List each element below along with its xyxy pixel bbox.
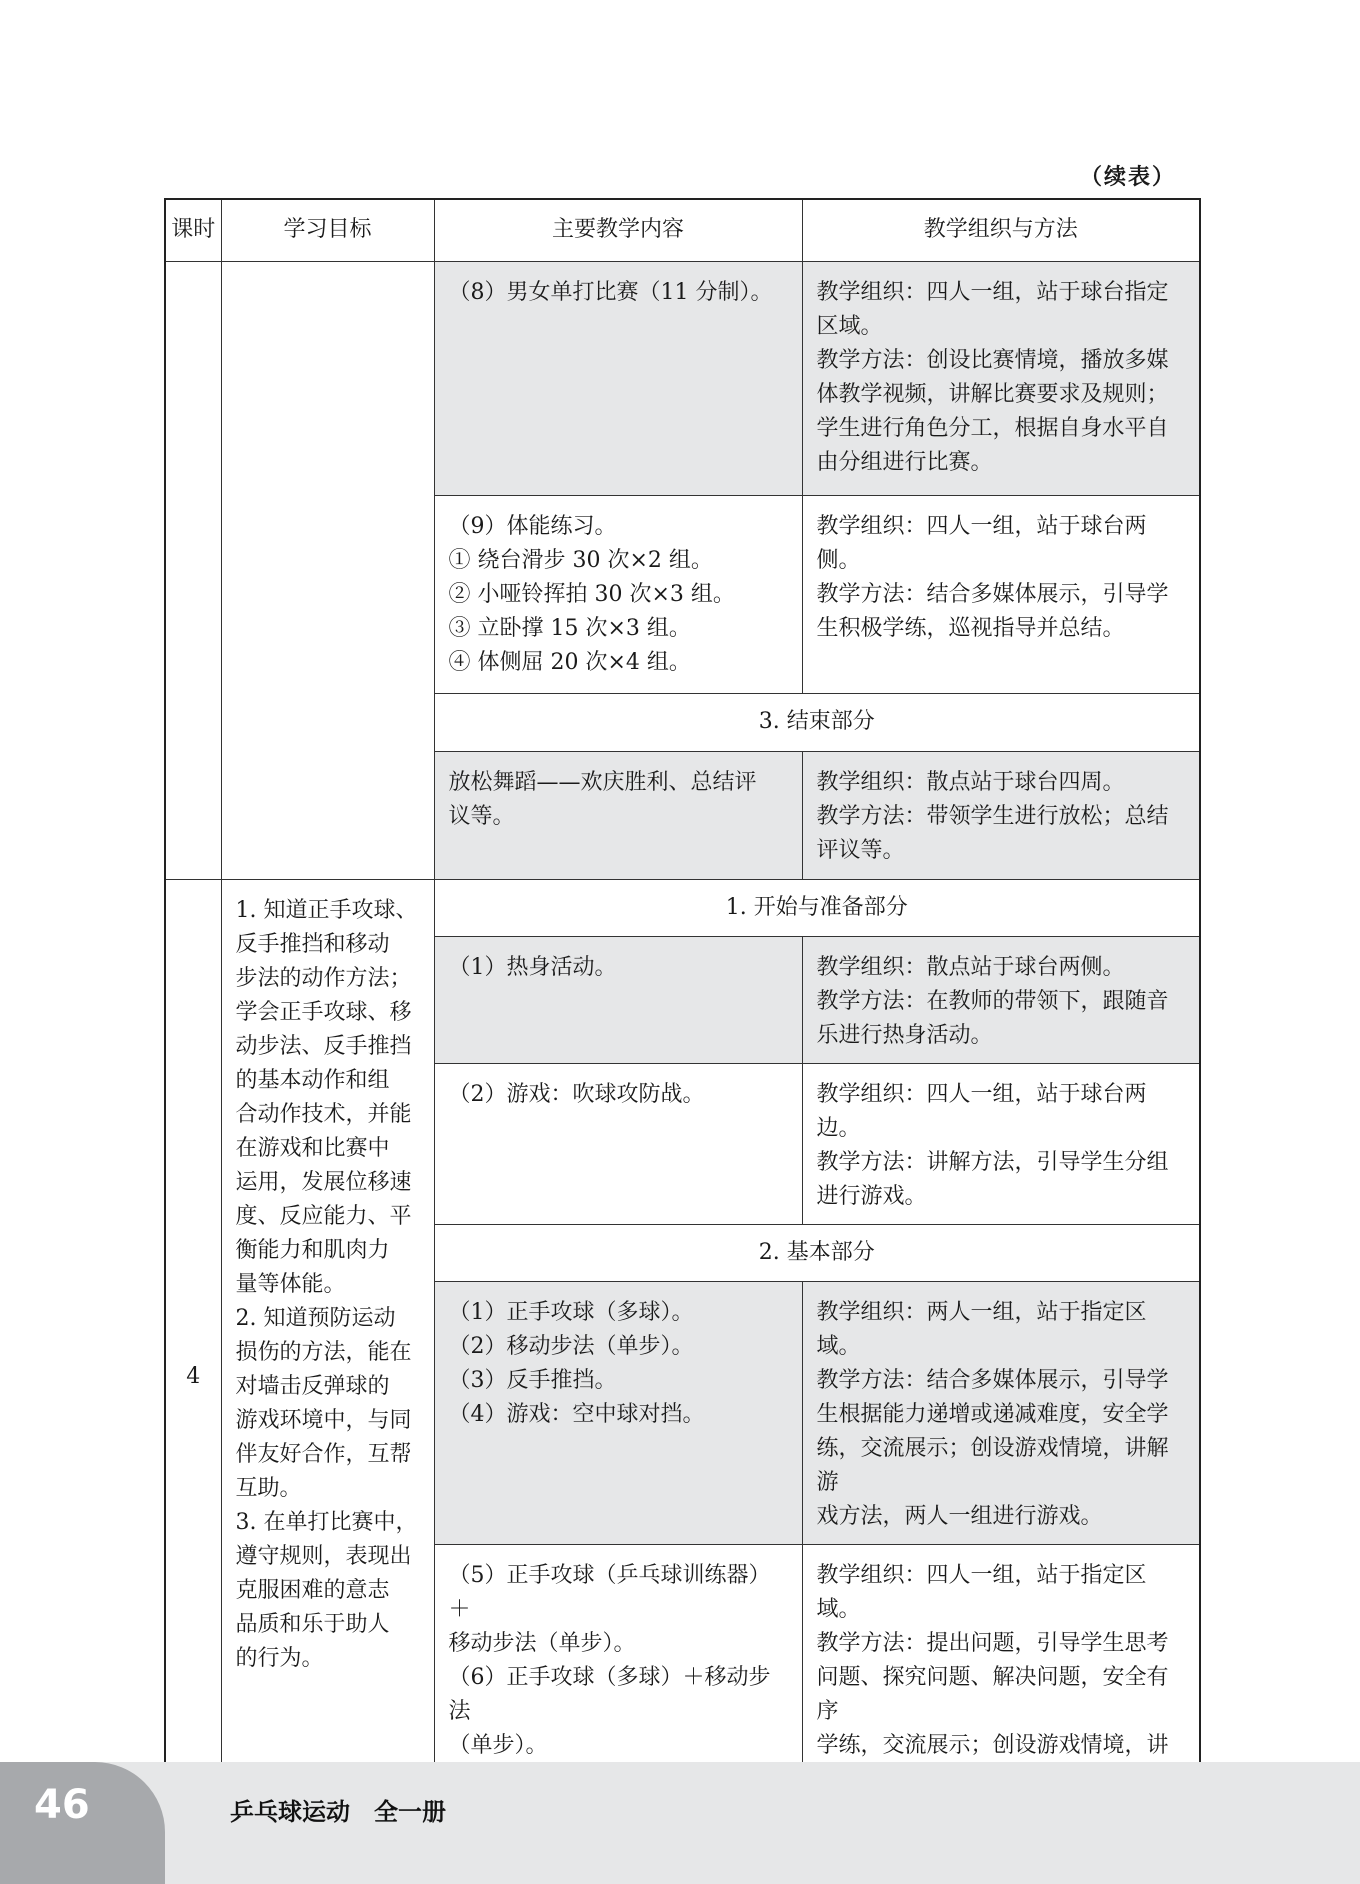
text-line: （8）男女单打比赛（11 分制）。	[448, 279, 773, 305]
text-line: 戏方法，两人一组进行游戏。	[816, 1503, 1103, 1529]
content-cell	[434, 751, 802, 879]
text-line: 教学方法：提出问题，引导学生思考	[816, 1630, 1169, 1656]
lesson-plan-table	[164, 198, 1201, 1877]
content-cell	[434, 261, 802, 495]
text-line: 教学组织：四人一组，站于球台两侧。	[816, 513, 1147, 573]
text-line: 生积极学练，巡视指导并总结。	[816, 615, 1125, 641]
text-line: 伴友好合作，互帮	[235, 1441, 412, 1467]
text-line: 体教学视频，讲解比赛要求及规则；	[816, 381, 1169, 407]
text-line: 度、反应能力、平	[235, 1203, 412, 1229]
text-line: 运用，发展位移速	[235, 1169, 412, 1195]
lesson-number: 4	[165, 879, 221, 1876]
text-line: 练，交流展示；创设游戏情境，讲解游	[816, 1435, 1169, 1495]
footer-band	[0, 1762, 1360, 1884]
text-line: ① 绕台滑步 30 次×2 组。	[448, 547, 713, 573]
text-line: 遵守规则，表现出	[235, 1543, 412, 1569]
section-heading: 2. 基本部分	[434, 1224, 1200, 1281]
text-line: 学生进行角色分工，根据自身水平自	[816, 415, 1169, 441]
method-cell	[802, 1063, 1200, 1224]
text-line: 教学方法：结合多媒体展示，引导学	[816, 1367, 1169, 1393]
header-methods: 教学组织与方法	[802, 199, 1200, 261]
text-line: ② 小哑铃挥拍 30 次×3 组。	[448, 581, 735, 607]
text-line: 学练，交流展示；创设游戏情境，讲	[816, 1732, 1169, 1758]
text-line: 生根据能力递增或递减难度，安全学	[816, 1401, 1169, 1427]
text-line: 教学方法：在教师的带领下，跟随音	[816, 988, 1169, 1014]
objectives-cell	[221, 879, 434, 1876]
text-line: （单步）。	[448, 1732, 548, 1758]
text-line: 对墙击反弹球的	[235, 1373, 390, 1399]
text-line: 的基本动作和组	[235, 1067, 390, 1093]
text-line: 教学组织：四人一组，站于球台两边。	[816, 1081, 1147, 1141]
method-cell	[802, 936, 1200, 1063]
text-line: 进行游戏。	[816, 1183, 927, 1209]
method-cell	[802, 261, 1200, 495]
text-line: 放松舞蹈——欢庆胜利、总结评	[448, 769, 757, 795]
section-heading: 1. 开始与准备部分	[434, 879, 1200, 936]
text-line: 克服困难的意志	[235, 1577, 390, 1603]
objectives-cell-empty	[221, 261, 434, 879]
text-line: 移动步法（单步）。	[448, 1630, 636, 1656]
text-line: （1）正手攻球（多球）。	[448, 1299, 694, 1325]
text-line: 互助。	[235, 1475, 302, 1501]
text-line: 2. 知道预防运动	[235, 1305, 396, 1331]
period-cell-empty	[165, 261, 221, 879]
text-line: 动步法、反手推挡	[235, 1033, 412, 1059]
text-line: （9）体能练习。	[448, 513, 617, 539]
text-line: 教学组织：四人一组，站于指定区域。	[816, 1562, 1147, 1622]
text-line: 反手推挡和移动	[235, 931, 390, 957]
text-line: 游戏环境中，与同	[235, 1407, 412, 1433]
method-cell	[802, 495, 1200, 693]
section-heading: 3. 结束部分	[434, 693, 1200, 751]
text-line: 教学组织：散点站于球台四周。	[816, 769, 1125, 795]
method-cell	[802, 1281, 1200, 1544]
text-line: （4）游戏：空中球对挡。	[448, 1401, 705, 1427]
text-line: ④ 体侧屈 20 次×4 组。	[448, 649, 691, 675]
text-line: （3）反手推挡。	[448, 1367, 617, 1393]
text-line: （2）游戏：吹球攻防战。	[448, 1081, 705, 1107]
text-line: （5）正手攻球（乒乓球训练器）＋	[448, 1562, 771, 1622]
content-cell	[434, 936, 802, 1063]
text-line: 教学方法：带领学生进行放松；总结	[816, 803, 1169, 829]
text-line: 在游戏和比赛中	[235, 1135, 390, 1161]
text-line: 评议等。	[816, 837, 905, 863]
text-line: ③ 立卧撑 15 次×3 组。	[448, 615, 691, 641]
text-line: 乐进行热身活动。	[816, 1022, 993, 1048]
text-line: 教学方法：创设比赛情境，播放多媒	[816, 347, 1169, 373]
header-content: 主要教学内容	[434, 199, 802, 261]
content-cell	[434, 1281, 802, 1544]
text-line: 品质和乐于助人	[235, 1611, 390, 1637]
text-line: 教学方法：讲解方法，引导学生分组	[816, 1149, 1169, 1175]
text-line: 议等。	[448, 803, 515, 829]
text-line: 的行为。	[235, 1645, 324, 1671]
method-cell	[802, 751, 1200, 879]
text-line: 由分组进行比赛。	[816, 449, 993, 475]
text-line: （6）正手攻球（多球）＋移动步法	[448, 1664, 771, 1724]
text-line: 学会正手攻球、移	[235, 999, 412, 1025]
content-cell	[434, 495, 802, 693]
continued-label: （续表）	[1080, 165, 1177, 190]
text-line: 合动作技术，并能	[235, 1101, 412, 1127]
text-line: 教学方法：结合多媒体展示，引导学	[816, 581, 1169, 607]
header-period: 课时	[165, 199, 221, 261]
header-objectives: 学习目标	[221, 199, 434, 261]
text-line: （2）移动步法（单步）。	[448, 1333, 694, 1359]
text-line: 1. 知道正手攻球、	[235, 897, 418, 923]
text-line: 教学组织：四人一组，站于球台指定	[816, 279, 1169, 305]
text-line: 步法的动作方法；	[235, 965, 412, 991]
text-line: 量等体能。	[235, 1271, 346, 1297]
text-line: 损伤的方法，能在	[235, 1339, 412, 1365]
text-line: 3. 在单打比赛中，	[235, 1509, 418, 1535]
content-cell	[434, 1063, 802, 1224]
text-line: 教学组织：两人一组，站于指定区域。	[816, 1299, 1147, 1359]
text-line: 衡能力和肌肉力	[235, 1237, 390, 1263]
page-number: 46	[34, 1782, 90, 1828]
text-line: （1）热身活动。	[448, 954, 617, 980]
text-line: 区域。	[816, 313, 883, 339]
book-title: 乒乓球运动 全一册	[230, 1798, 446, 1826]
text-line: 教学组织：散点站于球台两侧。	[816, 954, 1125, 980]
text-line: 问题、探究问题、解决问题，安全有序	[816, 1664, 1169, 1724]
